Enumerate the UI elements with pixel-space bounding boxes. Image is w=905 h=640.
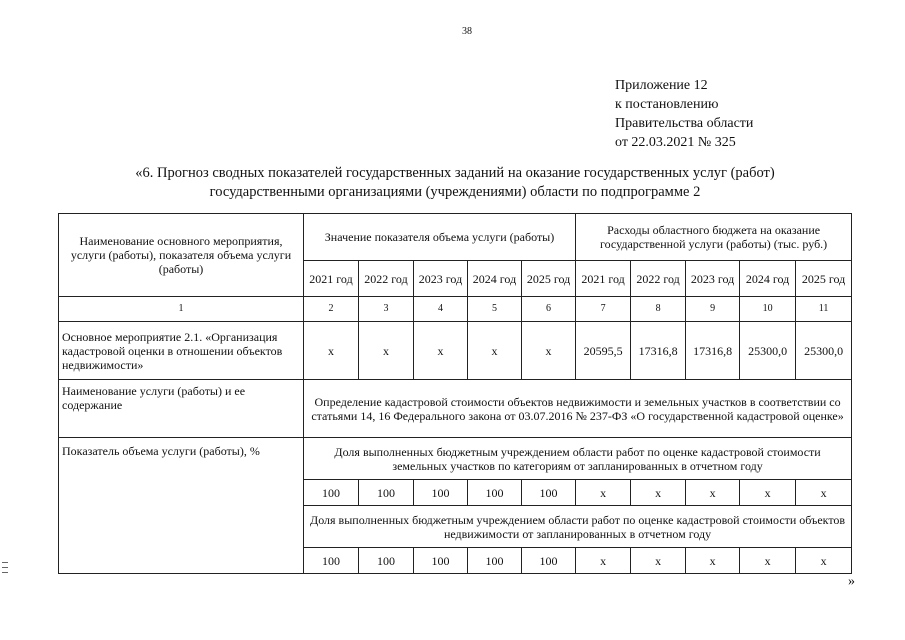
indicator-value: 100 (359, 548, 414, 574)
closing-quote: » (848, 574, 855, 589)
forecast-table (58, 213, 852, 574)
indicator-value: 100 (304, 480, 359, 506)
event-value: x (359, 322, 414, 380)
indicator-text: Доля выполненных бюджетным учреждением области работ по оценке кадастровой стоимости земельных участков по категориям от запланированных в отчетном году (304, 438, 852, 480)
event-value: x (304, 322, 359, 380)
column-number: 2 (304, 297, 359, 322)
column-number: 4 (414, 297, 468, 322)
year-header: 2023 год (686, 261, 740, 297)
event-value: x (522, 322, 576, 380)
year-header: 2025 год (796, 261, 852, 297)
document-title (60, 164, 850, 202)
year-header: 2025 год (522, 261, 576, 297)
appendix-line: Правительства области (615, 116, 754, 131)
service-label: Наименование услуги (работы) и ее содержание (59, 380, 304, 438)
title-line: государственными организациями (учреждениями) области по подпрограмме 2 (209, 184, 701, 200)
event-value: x (414, 322, 468, 380)
column-number: 10 (740, 297, 796, 322)
year-header: 2021 год (576, 261, 631, 297)
indicator-value: x (740, 480, 796, 506)
column-number: 3 (359, 297, 414, 322)
indicator-value: x (796, 548, 852, 574)
year-header: 2021 год (304, 261, 359, 297)
header-name: Наименование основного мероприятия, услуги (работы), показателя объема услуги (работы) (59, 214, 304, 297)
event-value: 20595,5 (576, 322, 631, 380)
indicator-value: 100 (522, 480, 576, 506)
indicator-text: Доля выполненных бюджетным учреждением области работ по оценке кадастровой стоимости объектов недвижимости от запланированных в отчетном году (304, 506, 852, 548)
event-value: 17316,8 (631, 322, 686, 380)
column-number: 9 (686, 297, 740, 322)
column-number: 6 (522, 297, 576, 322)
header-volume: Значение показателя объема услуги (работы) (304, 214, 576, 261)
indicator-label: Показатель объема услуги (работы), % (59, 438, 304, 574)
indicator-value: 100 (414, 548, 468, 574)
header-expense: Расходы областного бюджета на оказание государственной услуги (работы) (тыс. руб.) (576, 214, 852, 261)
indicator-value: 100 (468, 480, 522, 506)
year-header: 2024 год (468, 261, 522, 297)
indicator-value: x (686, 480, 740, 506)
indicator-value: 100 (304, 548, 359, 574)
indicator-value: 100 (414, 480, 468, 506)
event-label: Основное мероприятие 2.1. «Организация кадастровой оценки в отношении объектов недвижимости» (59, 322, 304, 380)
indicator-value: 100 (468, 548, 522, 574)
indicator-value: x (796, 480, 852, 506)
column-number: 8 (631, 297, 686, 322)
column-number: 11 (796, 297, 852, 322)
year-header: 2022 год (631, 261, 686, 297)
column-number: 7 (576, 297, 631, 322)
indicator-value: 100 (359, 480, 414, 506)
indicator-value: x (740, 548, 796, 574)
appendix-line: Приложение 12 (615, 78, 708, 93)
title-line: «6. Прогноз сводных показателей государственных заданий на оказание государственных услуг (работ) (135, 165, 775, 181)
indicator-value: x (686, 548, 740, 574)
appendix-line: от 22.03.2021 № 325 (615, 135, 736, 150)
column-number: 5 (468, 297, 522, 322)
indicator-value: x (576, 548, 631, 574)
indicator-value: x (576, 480, 631, 506)
scan-edge-marks (2, 562, 8, 577)
service-content: Определение кадастровой стоимости объектов недвижимости и земельных участков в соответствии со статьями 14, 16 Федерального закона от 03.07.2016 № 237-ФЗ «О государственной кадастровой оценке» (304, 380, 852, 438)
indicator-value: 100 (522, 548, 576, 574)
event-value: 25300,0 (796, 322, 852, 380)
year-header: 2022 год (359, 261, 414, 297)
event-value: x (468, 322, 522, 380)
indicator-value: x (631, 480, 686, 506)
event-value: 17316,8 (686, 322, 740, 380)
event-value: 25300,0 (740, 322, 796, 380)
appendix-block (615, 76, 753, 152)
appendix-line: к постановлению (615, 97, 719, 112)
page-number: 38 (462, 26, 472, 37)
indicator-value: x (631, 548, 686, 574)
year-header: 2023 год (414, 261, 468, 297)
year-header: 2024 год (740, 261, 796, 297)
column-number: 1 (59, 297, 304, 322)
